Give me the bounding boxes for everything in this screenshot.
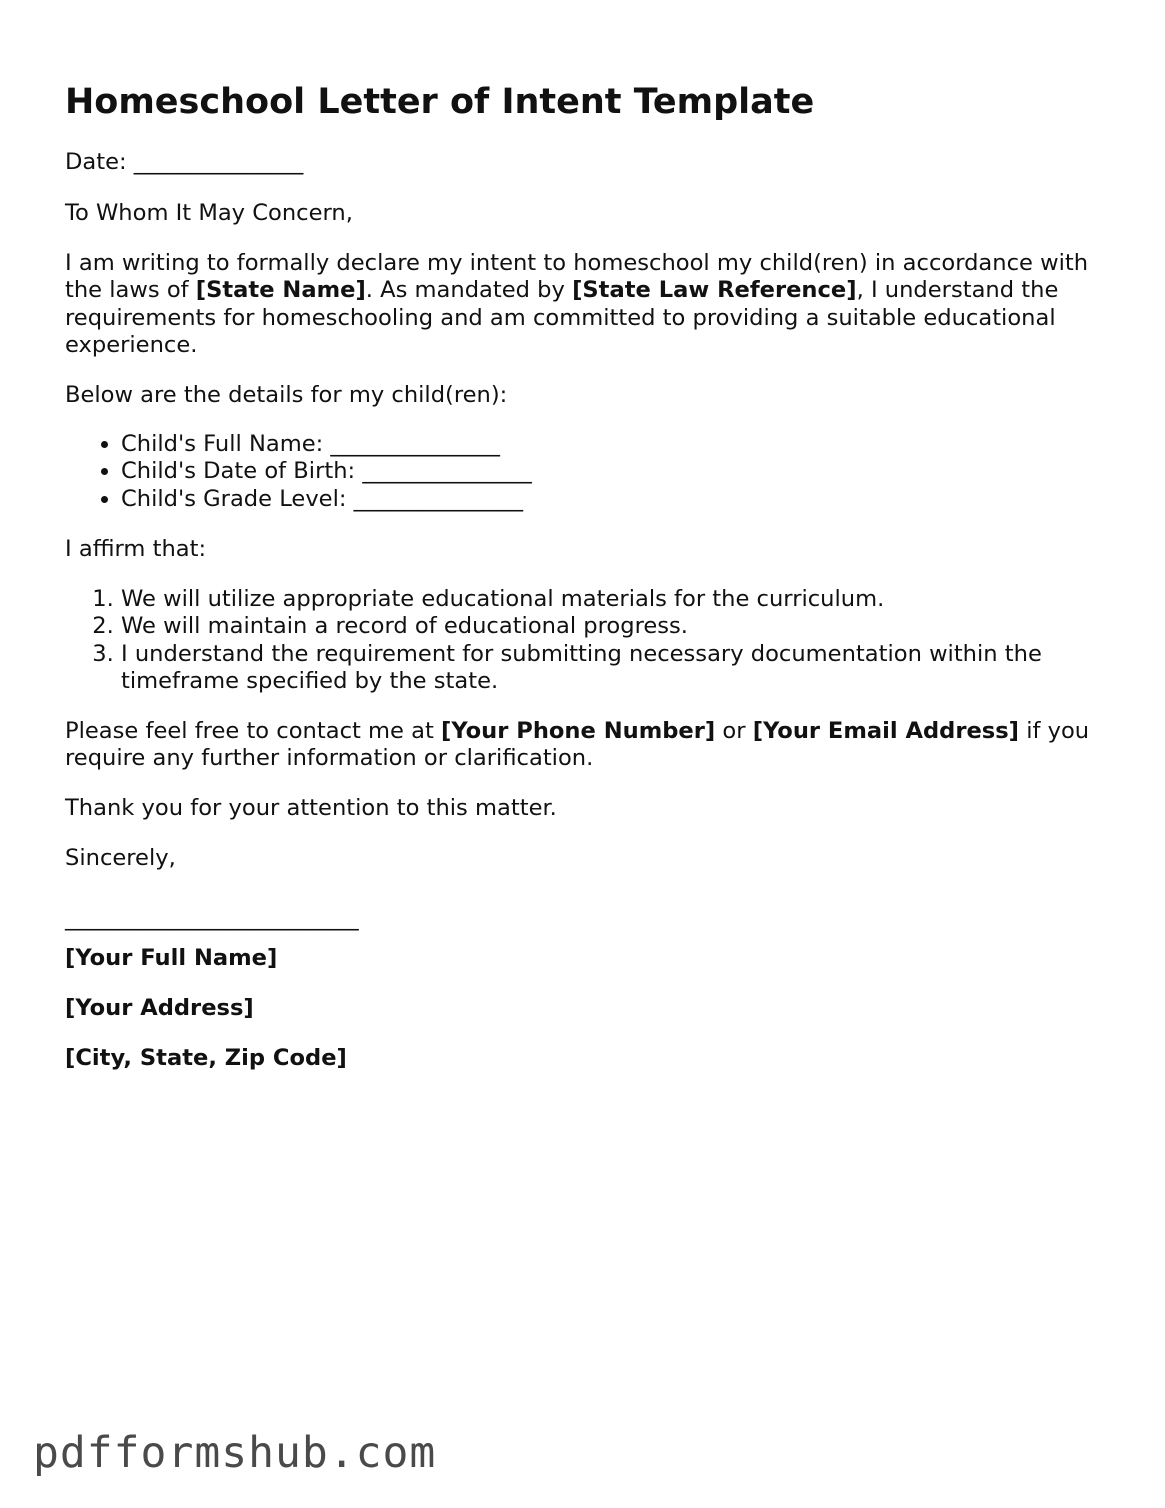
list-item: 2. We will maintain a record of educational progress.: [121, 613, 1105, 640]
contact-text-3: if you require any further information or clarification.: [65, 718, 1090, 772]
phone-placeholder: [Your Phone Number]: [441, 718, 716, 744]
email-placeholder: [Your Email Address]: [752, 718, 1020, 744]
affirmations-list: [65, 586, 1105, 695]
thanks-line: Thank you for your attention to this matter.: [65, 795, 557, 821]
salutation: To Whom It May Concern,: [65, 200, 353, 226]
address-text: [Your Address]: [65, 995, 254, 1021]
list-item: 1. We will utilize appropriate educational materials for the curriculum.: [121, 586, 1105, 613]
full-name-text: [Your Full Name]: [65, 945, 278, 971]
details-intro: Below are the details for my child(ren):: [65, 382, 508, 408]
contact-text-1: Please feel free to contact me at: [65, 718, 442, 744]
city-state-zip-text: [City, State, Zip Code]: [65, 1045, 347, 1071]
contact-paragraph: [65, 718, 1105, 773]
list-item: • Child's Full Name: _______________: [121, 431, 1105, 458]
list-item: 3. I understand the requirement for submitting necessary documentation within the timeframe specified by the state.: [121, 641, 1105, 696]
date-line: Date: _______________: [65, 149, 304, 175]
address-placeholder: [65, 995, 254, 1022]
list-item: • Child's Grade Level: _______________: [121, 486, 1105, 513]
full-name-placeholder: [65, 945, 277, 972]
state-name-placeholder: [State Name]: [195, 277, 366, 304]
site-watermark: pdfformshub.com: [33, 1428, 437, 1478]
affirm-intro: I affirm that:: [65, 536, 207, 562]
signature-line: __________________________: [65, 905, 359, 931]
page-title: Homeschool Letter of Intent Template: [65, 82, 815, 122]
intro-text-1: I am writing to formally declare my intent to homeschool my child(ren) in accordance with the laws of: [65, 250, 1089, 304]
closing: Sincerely,: [65, 845, 176, 871]
contact-text-2: or: [715, 718, 753, 744]
list-item: • Child's Date of Birth: _______________: [121, 458, 1105, 485]
city-state-zip-placeholder: [65, 1045, 347, 1072]
child-details-list: [65, 431, 1105, 513]
intro-paragraph: [65, 250, 1105, 359]
intro-text-2: . As mandated by: [365, 277, 573, 304]
intro-text-3: , I understand the requirements for homeschooling and am committed to providing a suitable educational experience.: [65, 277, 1059, 358]
state-law-placeholder: [State Law Reference]: [572, 277, 857, 304]
